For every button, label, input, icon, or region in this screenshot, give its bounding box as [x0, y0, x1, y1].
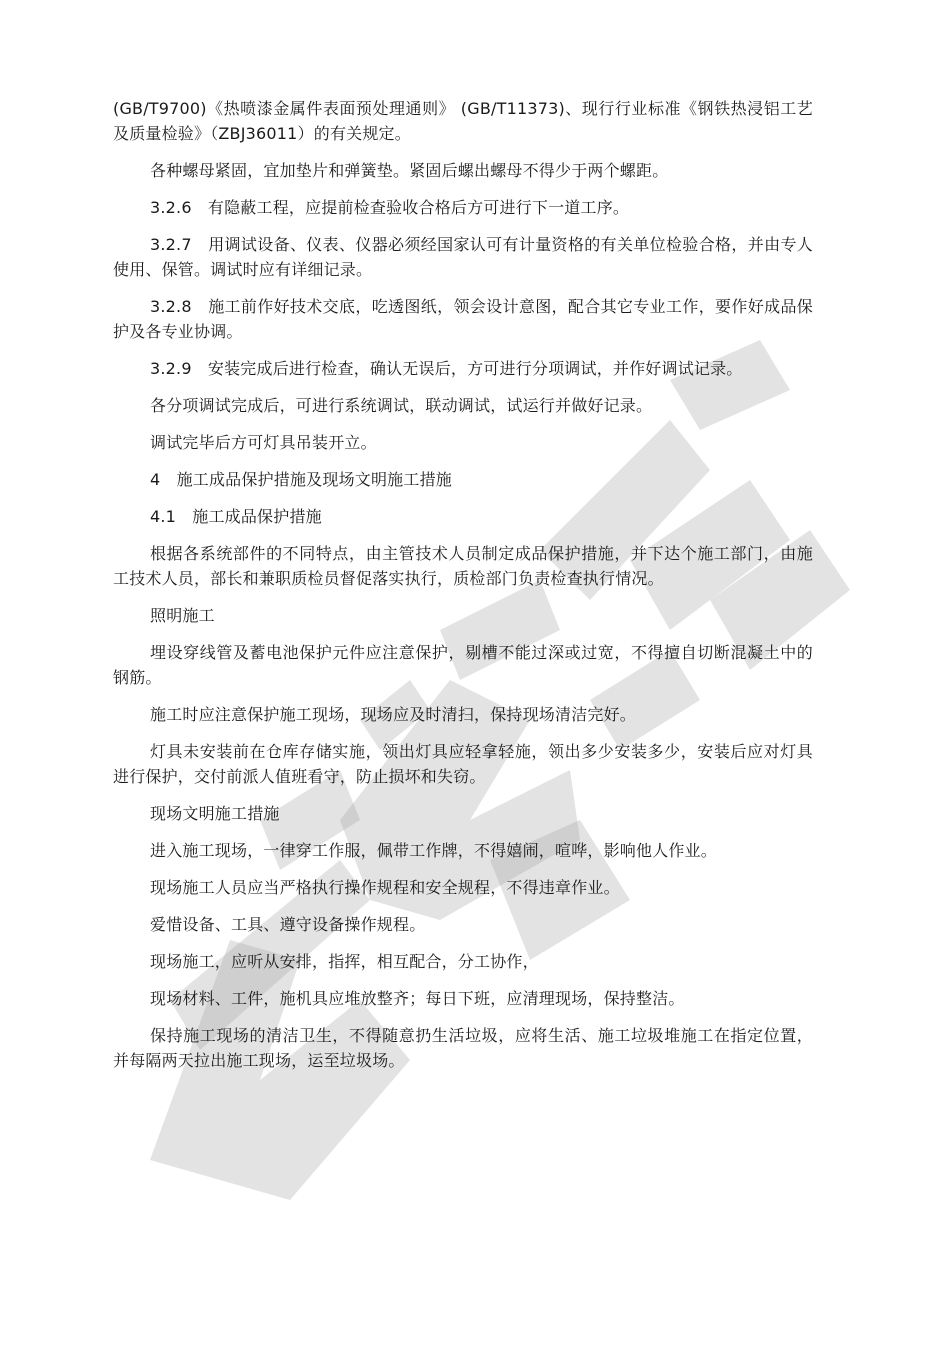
- document-body: [113, 96, 813, 1085]
- paragraph-conduit: 埋设穿线管及蓄电池保护元件应注意保护，剔槽不能过深或过宽，不得擅自切断混凝土中的钢筋。: [113, 643, 813, 687]
- paragraph-3-2-7: 3.2.7 用调试设备、仪表、仪器必须经国家认可有计量资格的有关单位检验合格，并由专人使用、保管。调试时应有详细记录。: [113, 235, 813, 279]
- paragraph-3-2-8: 3.2.8 施工前作好技术交底，吃透图纸，领会设计意图，配合其它专业工作，要作好成品保护及各专业协调。: [113, 297, 813, 341]
- paragraph-cooperation: 现场施工，应听从安排，指挥，相互配合，分工协作，: [150, 952, 539, 971]
- paragraph-system-debug: 各分项调试完成后，可进行系统调试，联动调试，试运行并做好记录。: [150, 396, 653, 415]
- section-heading-4: 4 施工成品保护措施及现场文明施工措施: [150, 470, 452, 489]
- paragraph-nuts: 各种螺母紧固，宜加垫片和弹簧垫。紧固后螺出螺母不得少于两个螺距。: [150, 161, 669, 180]
- subheading-civilized-construction: 现场文明施工措施: [150, 804, 280, 823]
- paragraph-safety-rules: 现场施工人员应当严格执行操作规程和安全规程，不得违章作业。: [150, 878, 620, 897]
- paragraph-lamp-install: 调试完毕后方可灯具吊装开立。: [150, 433, 377, 452]
- paragraph-standards: (GB/T9700)《热喷漆金属件表面预处理通则》 (GB/T11373)、现行行业标准《钢铁热浸铝工艺及质量检验》（ZBJ36011）的有关规定。: [113, 99, 813, 143]
- paragraph-3-2-6: 3.2.6 有隐蔽工程，应提前检查验收合格后方可进行下一道工序。: [150, 198, 630, 217]
- paragraph-garbage: 保持施工现场的清洁卫生，不得随意扔生活垃圾，应将生活、施工垃圾堆施工在指定位置，并每隔两天拉出施工现场，运至垃圾场。: [113, 1026, 813, 1070]
- paragraph-lamp-storage: 灯具未安装前在仓库存储实施，领出灯具应轻拿轻施，领出多少安装多少，安装后应对灯具进行保护，交付前派人值班看守，防止损坏和失窃。: [113, 742, 813, 786]
- paragraph-protection-measures: 根据各系统部件的不同特点，由主管技术人员制定成品保护措施，并下达个施工部门，由施工技术人员，部长和兼职质检员督促落实执行，质检部门负责检查执行情况。: [113, 544, 813, 588]
- paragraph-site-cleaning: 施工时应注意保护施工现场，现场应及时清扫，保持现场清洁完好。: [150, 705, 637, 724]
- paragraph-equipment-care: 爱惜设备、工具、遵守设备操作规程。: [150, 915, 426, 934]
- section-heading-4-1: 4.1 施工成品保护措施: [150, 507, 322, 526]
- paragraph-3-2-9: 3.2.9 安装完成后进行检查，确认无误后，方可进行分项调试，并作好调试记录。: [150, 359, 743, 378]
- subheading-lighting: 照明施工: [150, 606, 215, 625]
- paragraph-workwear: 进入施工现场，一律穿工作服，佩带工作牌，不得嬉闹，喧哗，影响他人作业。: [150, 841, 718, 860]
- paragraph-materials: 现场材料、工件，施机具应堆放整齐；每日下班，应清理现场，保持整洁。: [150, 989, 685, 1008]
